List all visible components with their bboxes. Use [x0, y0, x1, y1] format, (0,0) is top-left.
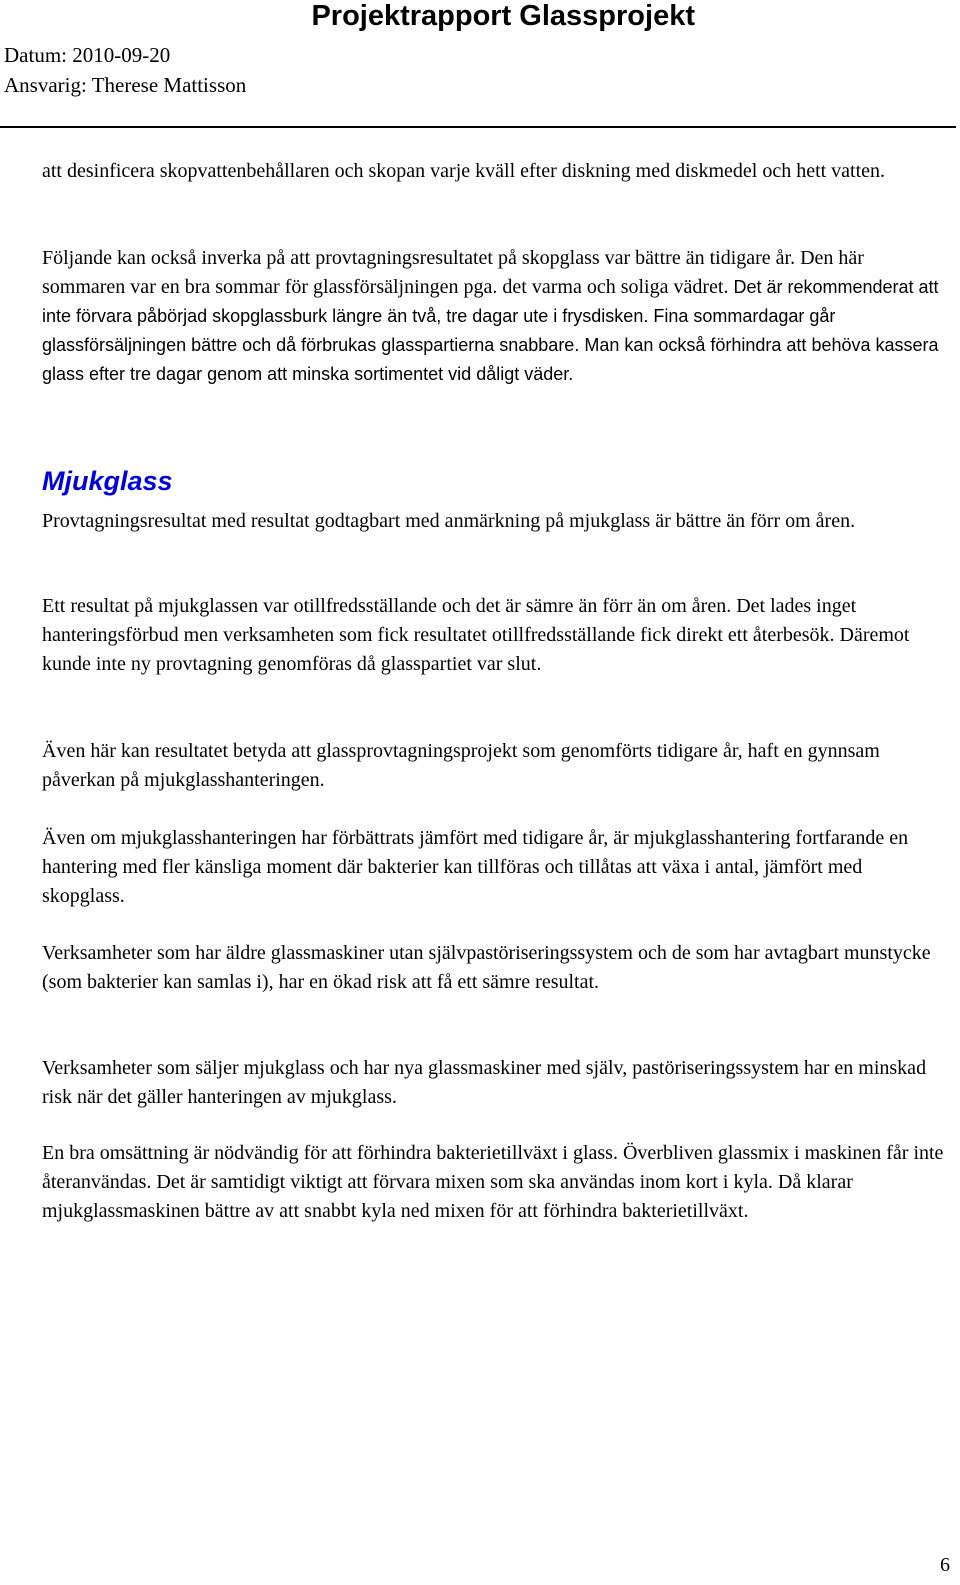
paragraph-serif-part: Följande kan också inverka på att provtagningsresultatet på skopglass var bättre än tidigare år. Den här sommaren var en bra sommar för glassförsäljningen pga. det varma och soliga vädret. [42, 247, 864, 298]
report-responsible: Ansvarig: Therese Mattisson [4, 73, 247, 97]
paragraph-text: Provtagningsresultat med resultat godtagbart med anmärkning på mjukglass är bättre än förr om åren. [42, 510, 856, 532]
paragraph-text: Verksamheter som har äldre glassmaskiner utan självpastöriseringssystem och de som har avtagbart munstycke (som bakterier kan samlas i), har en ökad risk att få ett sämre resultat. [42, 942, 931, 993]
paragraph-text: En bra omsättning är nödvändig för att förhindra bakterietillväxt i glass. Överbliven glassmix i maskinen får inte återanvändas. Det är samtidigt viktigt att förvara mixen som ska användas inom kort i kyla. Då klarar mjukglassmaskinen bättre av att snabbt kyla ned mixen för att förhindra bakterietillväxt. [42, 1142, 944, 1222]
paragraph-text: Verksamheter som säljer mjukglass och har nya glassmaskiner med själv, pastöriseringssystem har en minskad risk när det gäller hanteringen av mjukglass. [42, 1057, 927, 1108]
section-paragraph-5 [42, 939, 947, 997]
paragraph-text: att desinficera skopvattenbehållaren och skopan varje kväll efter diskning med diskmedel och hett vatten. [42, 160, 886, 182]
report-title: Projektrapport Glassprojekt [311, 0, 695, 32]
section-paragraph-4 [42, 824, 947, 911]
section-paragraph-1 [42, 507, 947, 536]
paragraph-disinfection [42, 157, 947, 186]
paragraph-text: Även här kan resultatet betyda att glassprovtagningsprojekt som genomförts tidigare år, haft en gynnsam påverkan på mjukglasshanteringen. [42, 740, 880, 791]
section-paragraph-7 [42, 1139, 947, 1226]
paragraph-text: Även om mjukglasshanteringen har förbättrats jämfört med tidigare år, är mjukglasshantering fortfarande en hantering med fler känsliga moment där bakterier kan tillföras och tillåtas att växa i antal, jämfört med skopglass. [42, 827, 909, 907]
section-paragraph-6 [42, 1054, 947, 1112]
section-paragraph-3 [42, 737, 947, 795]
paragraph-sans-part: Det är rekommenderat att inte förvara påbörjad skopglassburk längre än två, tre dagar ute i frysdisken. Fina sommardagar går glassförsäljningen bättre och då förbrukas glasspartierna snabbare. Man kan också förhindra att behöva kassera glass efter tre dagar genom att minska sortimentet vid dåligt väder. [42, 277, 939, 384]
header-divider [0, 126, 956, 128]
report-meta [4, 40, 246, 100]
page-number: 6 [940, 1554, 950, 1576]
paragraph-text [42, 244, 947, 389]
report-date: Datum: 2010-09-20 [4, 43, 171, 67]
section-paragraph-2 [42, 592, 947, 679]
paragraph-other-factors [42, 244, 947, 389]
paragraph-text: Ett resultat på mjukglassen var otillfredsställande och det är sämre än förr än om åren. Det lades inget hanteringsförbud men verksamheten som fick resultatet otillfredsställande fick direkt ett återbesök. Däremot kunde inte ny provtagning genomföras då glasspartiet var slut. [42, 595, 910, 675]
section-heading-mjukglass: Mjukglass [42, 466, 173, 496]
